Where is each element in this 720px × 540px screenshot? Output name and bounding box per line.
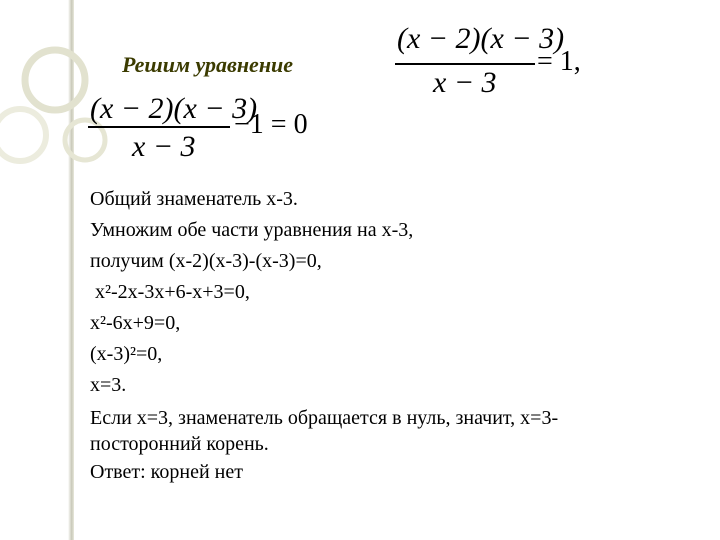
solution-line: х²-6х+9=0,	[90, 312, 181, 334]
equation-left	[88, 92, 338, 172]
equation-top-rhs: = 1,	[537, 46, 581, 77]
page-title: Решим уравнение	[122, 52, 294, 77]
solution-line: х²-2х-3х+6-х+3=0,	[90, 281, 250, 303]
equation-left-numerator: (x − 2)(x − 3)	[90, 92, 258, 125]
solution-line: Умножим обе части уравнения на х-3,	[90, 219, 414, 241]
equation-left-rhs: −1 = 0	[234, 109, 308, 140]
answer-line: Ответ: корней нет	[90, 461, 243, 483]
solution-text	[90, 184, 690, 488]
equation-top-denominator: x − 3	[433, 66, 497, 99]
equation-top-numerator: (x − 2)(x − 3)	[397, 22, 565, 55]
solution-line: (х-3)²=0,	[90, 343, 163, 365]
equation-top-fraction-bar	[395, 63, 535, 65]
solution-line: х=3.	[90, 374, 127, 396]
solution-line: Общий знаменатель х-3.	[90, 188, 298, 210]
equation-top	[395, 22, 595, 102]
equation-left-fraction-bar	[88, 126, 230, 128]
solution-line: посторонний корень.	[90, 433, 269, 455]
equation-left-denominator: x − 3	[132, 130, 196, 163]
solution-line: Если х=3, знаменатель обращается в нуль, значит, х=3-	[90, 407, 559, 429]
solution-line: получим (х-2)(х-3)-(х-3)=0,	[90, 250, 322, 272]
